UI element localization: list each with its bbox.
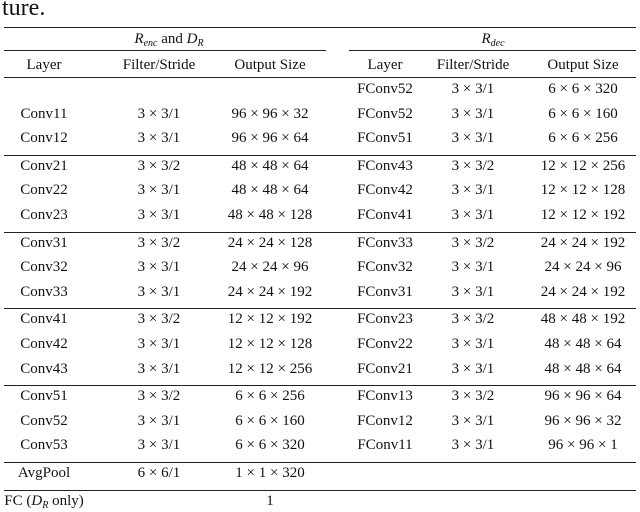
group-separator	[4, 308, 636, 309]
table-cell: 3 × 3/1	[451, 259, 495, 276]
table-cell: 6 × 6 × 160	[235, 412, 305, 429]
group-separator	[4, 155, 636, 156]
right-group-title: $R_{dec}$	[481, 31, 505, 49]
table-cell: FConv42	[357, 182, 413, 199]
table-cell: 6 × 6 × 160	[548, 105, 618, 122]
column-header: Layer	[367, 57, 403, 73]
table-cell: 3 × 3/1	[451, 360, 495, 377]
table-cell: 6 × 6/1	[137, 465, 181, 481]
table-cell: 96 × 96 × 1	[548, 437, 618, 454]
table-cell: FConv52	[357, 81, 413, 97]
architecture-table	[4, 27, 636, 512]
table-cell: 3 × 3/1	[137, 182, 181, 199]
table-cell: Conv42	[20, 336, 68, 352]
table-cell: 24 × 24 × 192	[227, 283, 313, 300]
header-rule	[4, 77, 636, 78]
table-cell: 3 × 3/2	[451, 388, 495, 405]
table-cell: 24 × 24 × 192	[540, 283, 626, 300]
table-cell: Conv51	[20, 388, 68, 405]
table-cell: 3 × 3/1	[451, 130, 495, 147]
table-cell: 96 × 96 × 32	[231, 105, 309, 122]
table-cell: 3 × 3/1	[137, 207, 181, 223]
table-cell: Conv12	[20, 130, 68, 147]
column-header: Layer	[26, 57, 62, 73]
fc-layer-label: FC ($D_R$ only)	[4, 492, 84, 511]
table-cell: Conv43	[20, 360, 68, 377]
table-cell: 12 × 12 × 128	[540, 182, 626, 199]
table-cell: 24 × 24 × 192	[540, 234, 626, 251]
table-cell: 12 × 12 × 128	[227, 336, 313, 352]
table-cell: FConv32	[357, 259, 413, 276]
table-cell: 3 × 3/1	[451, 207, 495, 223]
column-header: Output Size	[234, 57, 306, 73]
table-cell: FConv13	[357, 388, 413, 405]
table-cell: 6 × 6 × 256	[235, 388, 305, 405]
table-cell: 3 × 3/1	[137, 259, 181, 276]
table-cell: 48 × 48 × 64	[544, 360, 622, 377]
table-cell: 96 × 96 × 64	[544, 388, 622, 405]
table-cell: 6 × 6 × 256	[548, 130, 618, 147]
table-cell: Conv22	[20, 182, 68, 199]
table-cell: 3 × 3/2	[137, 311, 181, 328]
group-separator	[4, 385, 636, 386]
table-cell: 48 × 48 × 64	[231, 182, 309, 199]
table-cell: 48 × 48 × 192	[540, 311, 626, 328]
table-cell: 3 × 3/2	[137, 388, 181, 405]
table-cell: 3 × 3/1	[451, 412, 495, 429]
table-cell: 1	[266, 492, 274, 509]
table-cell: 12 × 12 × 192	[540, 207, 626, 223]
table-cell: 6 × 6 × 320	[235, 437, 305, 454]
table-cell: Conv52	[20, 412, 68, 429]
table-cell: 96 × 96 × 32	[544, 412, 622, 429]
table-cell: 3 × 3/2	[451, 311, 495, 328]
left-group-rule	[4, 50, 326, 51]
table-cell: 6 × 6 × 320	[548, 81, 618, 97]
column-header: Output Size	[547, 57, 619, 73]
table-cell: Conv33	[20, 283, 68, 300]
table-cell: Conv53	[20, 437, 68, 454]
group-separator	[4, 232, 636, 233]
table-cell: 24 × 24 × 96	[544, 259, 622, 276]
table-cell: FConv52	[357, 105, 413, 122]
avgpool-separator	[4, 490, 636, 491]
table-cell: FConv33	[357, 234, 413, 251]
table-cell: 3 × 3/1	[137, 130, 181, 147]
table-cell: 48 × 48 × 64	[231, 157, 309, 174]
table-cell: Conv21	[20, 157, 68, 174]
table-cell: Conv31	[20, 234, 68, 251]
table-cell: 48 × 48 × 128	[227, 207, 313, 223]
table-cell: 3 × 3/2	[451, 157, 495, 174]
table-cell: FConv51	[357, 130, 413, 147]
table-cell: Conv11	[20, 105, 68, 122]
table-cell: FConv43	[357, 157, 413, 174]
left-group-title: $R_{enc}$ and $D_R$	[134, 31, 204, 49]
table-cell: FConv23	[357, 311, 413, 328]
table-cell: FConv11	[357, 437, 413, 454]
table-cell: 3 × 3/1	[451, 437, 495, 454]
table-cell: 12 × 12 × 256	[540, 157, 626, 174]
table-cell: Conv32	[20, 259, 68, 276]
top-rule	[4, 27, 636, 28]
table-cell: 3 × 3/1	[137, 360, 181, 377]
table-cell: 3 × 3/1	[137, 105, 181, 122]
table-cell: FConv31	[357, 283, 413, 300]
table-cell: FConv22	[357, 336, 413, 352]
table-cell: 3 × 3/1	[137, 437, 181, 454]
right-group-rule	[349, 50, 636, 51]
table-cell: 48 × 48 × 64	[544, 336, 622, 352]
preceding-text-fragment: ture.	[2, 0, 46, 21]
group-separator	[4, 462, 636, 463]
table-cell: 24 × 24 × 96	[231, 259, 309, 276]
table-cell: 3 × 3/2	[137, 234, 181, 251]
table-cell: FConv12	[357, 412, 413, 429]
table-cell: 3 × 3/2	[451, 234, 495, 251]
table-cell: Conv41	[20, 311, 68, 328]
table-cell: 3 × 3/1	[451, 336, 495, 352]
table-cell: 3 × 3/1	[137, 283, 181, 300]
table-cell: 96 × 96 × 64	[231, 130, 309, 147]
table-cell: AvgPool	[17, 465, 71, 481]
table-cell: 24 × 24 × 128	[227, 234, 313, 251]
table-cell: 3 × 3/2	[137, 157, 181, 174]
column-header: Filter/Stride	[122, 57, 196, 73]
table-cell: 3 × 3/1	[451, 81, 495, 97]
table-cell: 3 × 3/1	[137, 336, 181, 352]
table-cell: 3 × 3/1	[451, 182, 495, 199]
table-cell: Conv23	[20, 207, 68, 223]
table-cell: FConv41	[357, 207, 413, 223]
table-cell: 1 × 1 × 320	[235, 465, 305, 481]
table-cell: 3 × 3/1	[451, 283, 495, 300]
column-header: Filter/Stride	[436, 57, 510, 73]
table-cell: 12 × 12 × 192	[227, 311, 313, 328]
table-cell: 12 × 12 × 256	[227, 360, 313, 377]
table-cell: 3 × 3/1	[137, 412, 181, 429]
table-cell: FConv21	[357, 360, 413, 377]
table-cell: 3 × 3/1	[451, 105, 495, 122]
